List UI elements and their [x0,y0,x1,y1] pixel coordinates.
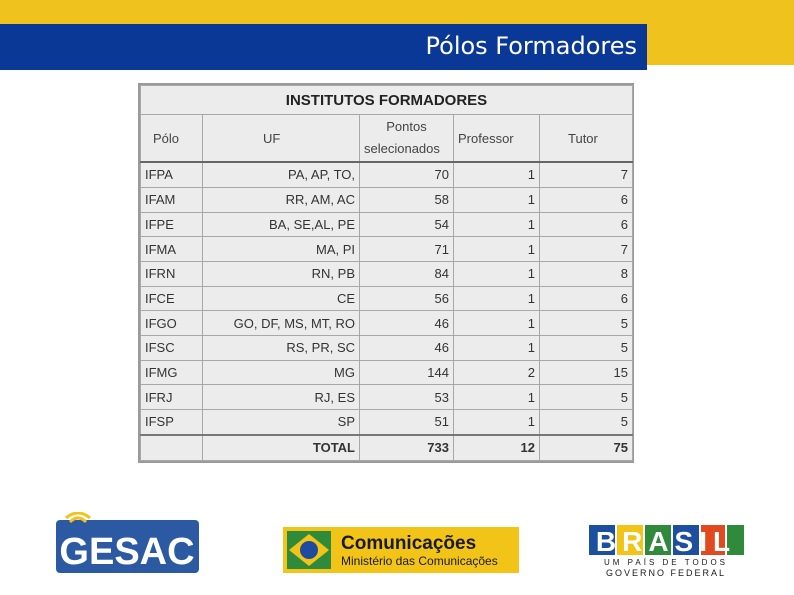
cell-pontos: 70 [360,162,454,187]
table-row [141,187,633,212]
cell-professor: 1 [454,237,540,262]
title-bar [0,24,647,70]
table-row [141,385,633,410]
comunicacoes-logo [283,527,519,573]
cell-polo: IFRJ [141,385,203,410]
table-row [141,410,633,435]
gesac-logo [56,512,199,573]
cell-pontos: 46 [360,335,454,360]
cell-uf: BA, SE,AL, PE [203,212,360,237]
comunicacoes-title: Comunicações [341,533,477,554]
cell-polo: IFPA [141,162,203,187]
cell-uf: SP [203,410,360,435]
cell-professor: 1 [454,162,540,187]
header-pontos-line1: Pontos [386,119,427,134]
table-row [141,212,633,237]
header-polo: Pólo [141,115,203,163]
institutos-table [140,85,633,461]
table-body [141,162,633,461]
cell-tutor: 6 [540,187,633,212]
comunicacoes-subtitle: Ministério das Comunicações [341,554,498,568]
cell-total-pontos: 733 [360,435,454,461]
cell-tutor: 15 [540,360,633,385]
table-header-row [141,115,633,163]
cell-pontos: 54 [360,212,454,237]
cell-uf: RJ, ES [203,385,360,410]
cell-total-label: TOTAL [203,435,360,461]
table-row [141,162,633,187]
slide-title: Pólos Formadores [425,32,637,60]
cell-tutor: 5 [540,410,633,435]
cell-tutor: 7 [540,237,633,262]
cell-uf: RR, AM, AC [203,187,360,212]
cell-professor: 1 [454,410,540,435]
cell-pontos: 144 [360,360,454,385]
brasil-word: BRASIL [595,526,737,557]
cell-uf: CE [203,286,360,311]
cell-polo: IFPE [141,212,203,237]
header-uf: UF [203,115,360,163]
cell-uf: MA, PI [203,237,360,262]
cell-pontos: 46 [360,311,454,336]
cell-professor: 1 [454,187,540,212]
cell-professor: 1 [454,212,540,237]
cell-pontos: 56 [360,286,454,311]
cell-uf: RS, PR, SC [203,335,360,360]
cell-polo: IFAM [141,187,203,212]
header-pontos [360,115,454,163]
table-row [141,360,633,385]
cell-total-tutor: 75 [540,435,633,461]
cell-pontos: 71 [360,237,454,262]
cell-polo: IFSC [141,335,203,360]
cell-professor: 1 [454,286,540,311]
brasil-governo-federal-logo [589,523,744,579]
table-total-row [141,435,633,461]
cell-tutor: 5 [540,335,633,360]
cell-polo: IFCE [141,286,203,311]
cell-polo: IFMA [141,237,203,262]
table-row [141,335,633,360]
cell-polo: IFSP [141,410,203,435]
cell-polo: IFRN [141,261,203,286]
cell-tutor: 7 [540,162,633,187]
header-professor: Professor [454,115,540,163]
cell-pontos: 51 [360,410,454,435]
cell-polo: IFMG [141,360,203,385]
table-row [141,261,633,286]
cell-professor: 2 [454,360,540,385]
institutos-table-container [138,83,634,463]
cell-professor: 1 [454,335,540,360]
cell-tutor: 6 [540,286,633,311]
cell-uf: GO, DF, MS, MT, RO [203,311,360,336]
cell-total-professor: 12 [454,435,540,461]
table-row [141,286,633,311]
cell-professor: 1 [454,385,540,410]
cell-uf: MG [203,360,360,385]
cell-tutor: 8 [540,261,633,286]
cell-polo: IFGO [141,311,203,336]
brasil-governo-federal: GOVERNO FEDERAL [605,568,727,578]
cell-professor: 1 [454,261,540,286]
cell-professor: 1 [454,311,540,336]
cell-tutor: 5 [540,311,633,336]
gesac-logo-text: GESAC [59,531,195,573]
table-row [141,311,633,336]
brasil-tagline: UM PAÍS DE TODOS [603,558,729,567]
cell-pontos: 84 [360,261,454,286]
cell-uf: PA, AP, TO, [203,162,360,187]
cell-uf: RN, PB [203,261,360,286]
cell-tutor: 5 [540,385,633,410]
header-pontos-line2: selecionados [364,141,440,156]
table-banner: INSTITUTOS FORMADORES [141,86,633,115]
cell-pontos: 58 [360,187,454,212]
header-tutor: Tutor [540,115,633,163]
cell-pontos: 53 [360,385,454,410]
cell-tutor: 6 [540,212,633,237]
table-row [141,237,633,262]
cell-total-empty [141,435,203,461]
